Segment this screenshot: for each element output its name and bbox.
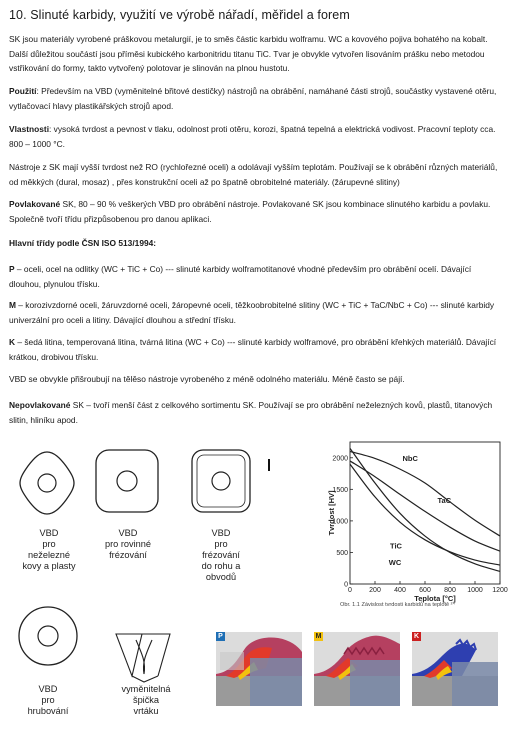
paragraph-vlastnosti: Vlastnosti: vysoká tvrdost a pevnost v tlaku, odolnost proti otěru, korozi, špatná tepelná a elektrická vodivost. Pracovní teploty cca. 800 – 1000 °C.	[9, 124, 496, 149]
x-tick-label: 800	[444, 587, 456, 594]
drill-tip-drawing	[112, 628, 176, 684]
paragraph-pouziti: Použití: Především na VBD (vyměnitelné břitové destičky) nástrojů na obrábění, namáhané části strojů, součástky vystavené otěru, vytlačovací hlavy plastikářských strojů apod.	[9, 86, 497, 111]
badge-grade-k: K	[413, 633, 420, 640]
paragraph-grade-m: M – korozivzdorné oceli, žáruvzdorné oceli, žáropevné oceli, těžkoobrobitelné slitiny (WC + TiC + TaC/NbC + Co) --- slinuté karbidy univerzální pro oceli a litiny. Dávající dlouhou a střední třísku.	[9, 300, 495, 325]
caption-insert-5: vyměnitelná špička vrtáku	[121, 684, 171, 716]
x-tick-label: 0	[348, 587, 352, 594]
series-label-tac: TaC	[437, 496, 452, 506]
series-label-nbc: NbC	[402, 453, 418, 463]
chart-caption: Obr. 1.1 Závislost tvrdosti karbidů na teplotě ²⁴	[340, 602, 455, 608]
page-title: 10. Slinuté karbidy, využití ve výrobě nářadí, měřidel a forem	[9, 8, 350, 22]
hardness-temperature-chart	[326, 438, 506, 602]
x-tick-label: 1200	[492, 587, 508, 594]
paragraph-nepovlakovane: Nepovlakované SK – tvoří menší část z celkového sortimentu SK. Používají se pro obrábění neželezných kovů, plastů, titanových slitin, hliníku apod.	[9, 400, 493, 425]
insert-round-drawing	[16, 604, 80, 668]
paragraph-grade-p: P – oceli, ocel na odlitky (WC + TiC + Co) --- slinuté karbidy wolframotitanové vhodné především pro obrábění ocelí. Dávající dlouhou, plynulou třísku.	[9, 264, 472, 289]
chart-plot-frame	[350, 442, 500, 584]
x-tick-label: 400	[394, 587, 406, 594]
text-cursor	[268, 459, 270, 471]
simulation-image-k	[412, 632, 498, 706]
insert-corner-drawing	[188, 446, 254, 516]
x-tick-label: 1000	[467, 587, 483, 594]
paragraph-grade-k: K – šedá litina, temperovaná litina, tvárná litina (WC + Co) --- slinuté karbidy wolframové, pro obrábění křehkých materiálů. Dávající krátkou, drobivou třísku.	[9, 337, 497, 362]
y-tick-label: 2000	[332, 455, 348, 463]
caption-insert-3: VBD pro frézování do rohu a obvodů	[201, 528, 241, 582]
caption-insert-1: VBD pro neželezné kovy a plasty	[22, 528, 76, 571]
caption-insert-4: VBD pro hrubování	[27, 684, 69, 716]
caption-insert-2: VBD pro rovinné frézování	[105, 528, 151, 560]
y-tick-label: 1000	[332, 518, 348, 526]
simulation-image-m	[314, 632, 400, 706]
badge-grade-p: P	[216, 632, 225, 641]
y-tick-label: 1500	[332, 486, 348, 494]
series-label-tic: TiC	[390, 541, 402, 551]
badge-grade-m: M	[315, 633, 322, 640]
paragraph-uchyceni: VBD se obvykle přišroubují na tělěso nástroje vyrobeného z méně odolného materiálu. Méně často se pájí.	[9, 374, 405, 384]
series-line-tic	[350, 448, 500, 571]
paragraph-povlakovane: Povlakované SK, 80 – 90 % veškerých VBD pro obrábění nástroje. Povlakované SK jsou kombinace slinutého karbidu a povlaku. Společně tvoří třídu přizpůsobenou pro danou aplikaci.	[9, 199, 491, 224]
y-axis-title: Tvrdost [HV]	[327, 490, 336, 536]
y-tick-label: 0	[344, 581, 348, 589]
series-line-tac	[350, 461, 500, 551]
x-axis-title: Teplota [°C]	[414, 594, 456, 603]
x-tick-label: 600	[419, 587, 431, 594]
insert-square-drawing	[92, 446, 162, 516]
simulation-image-p	[216, 632, 302, 706]
y-tick-label: 500	[336, 549, 348, 557]
insert-rhombic-drawing	[16, 448, 78, 518]
paragraph-nastroje: Nástroje z SK mají vyšší tvrdost než RO (rychlořezné oceli) a odolávají vyšším teplotám. Používají se k obrábění různých materiálů, od měkkých (dural, mosaz) , přes konstrukční oceli až po špatně obrobitelné materiály. (žárupevné slitiny)	[9, 162, 498, 187]
paragraph-intro: SK jsou materiály vyrobené práškovou metalurgií, je to směs částic karbidu wolframu. WC a kovového pojiva bohatého na kobalt. Další důležitou součástí jsou příměsi kubického karbonitridu titanu TiC. Tvar je obvykle vytvořen lisováním prášku nebo metodou vstřikování do formy, takto vytvořený polotovar je slinován na plnou hustotu.	[9, 34, 488, 74]
series-label-wc: WC	[388, 558, 402, 568]
x-tick-label: 200	[369, 587, 381, 594]
heading-hlavni-tridy: Hlavní třídy podle ČSN ISO 513/1994:	[9, 238, 157, 248]
